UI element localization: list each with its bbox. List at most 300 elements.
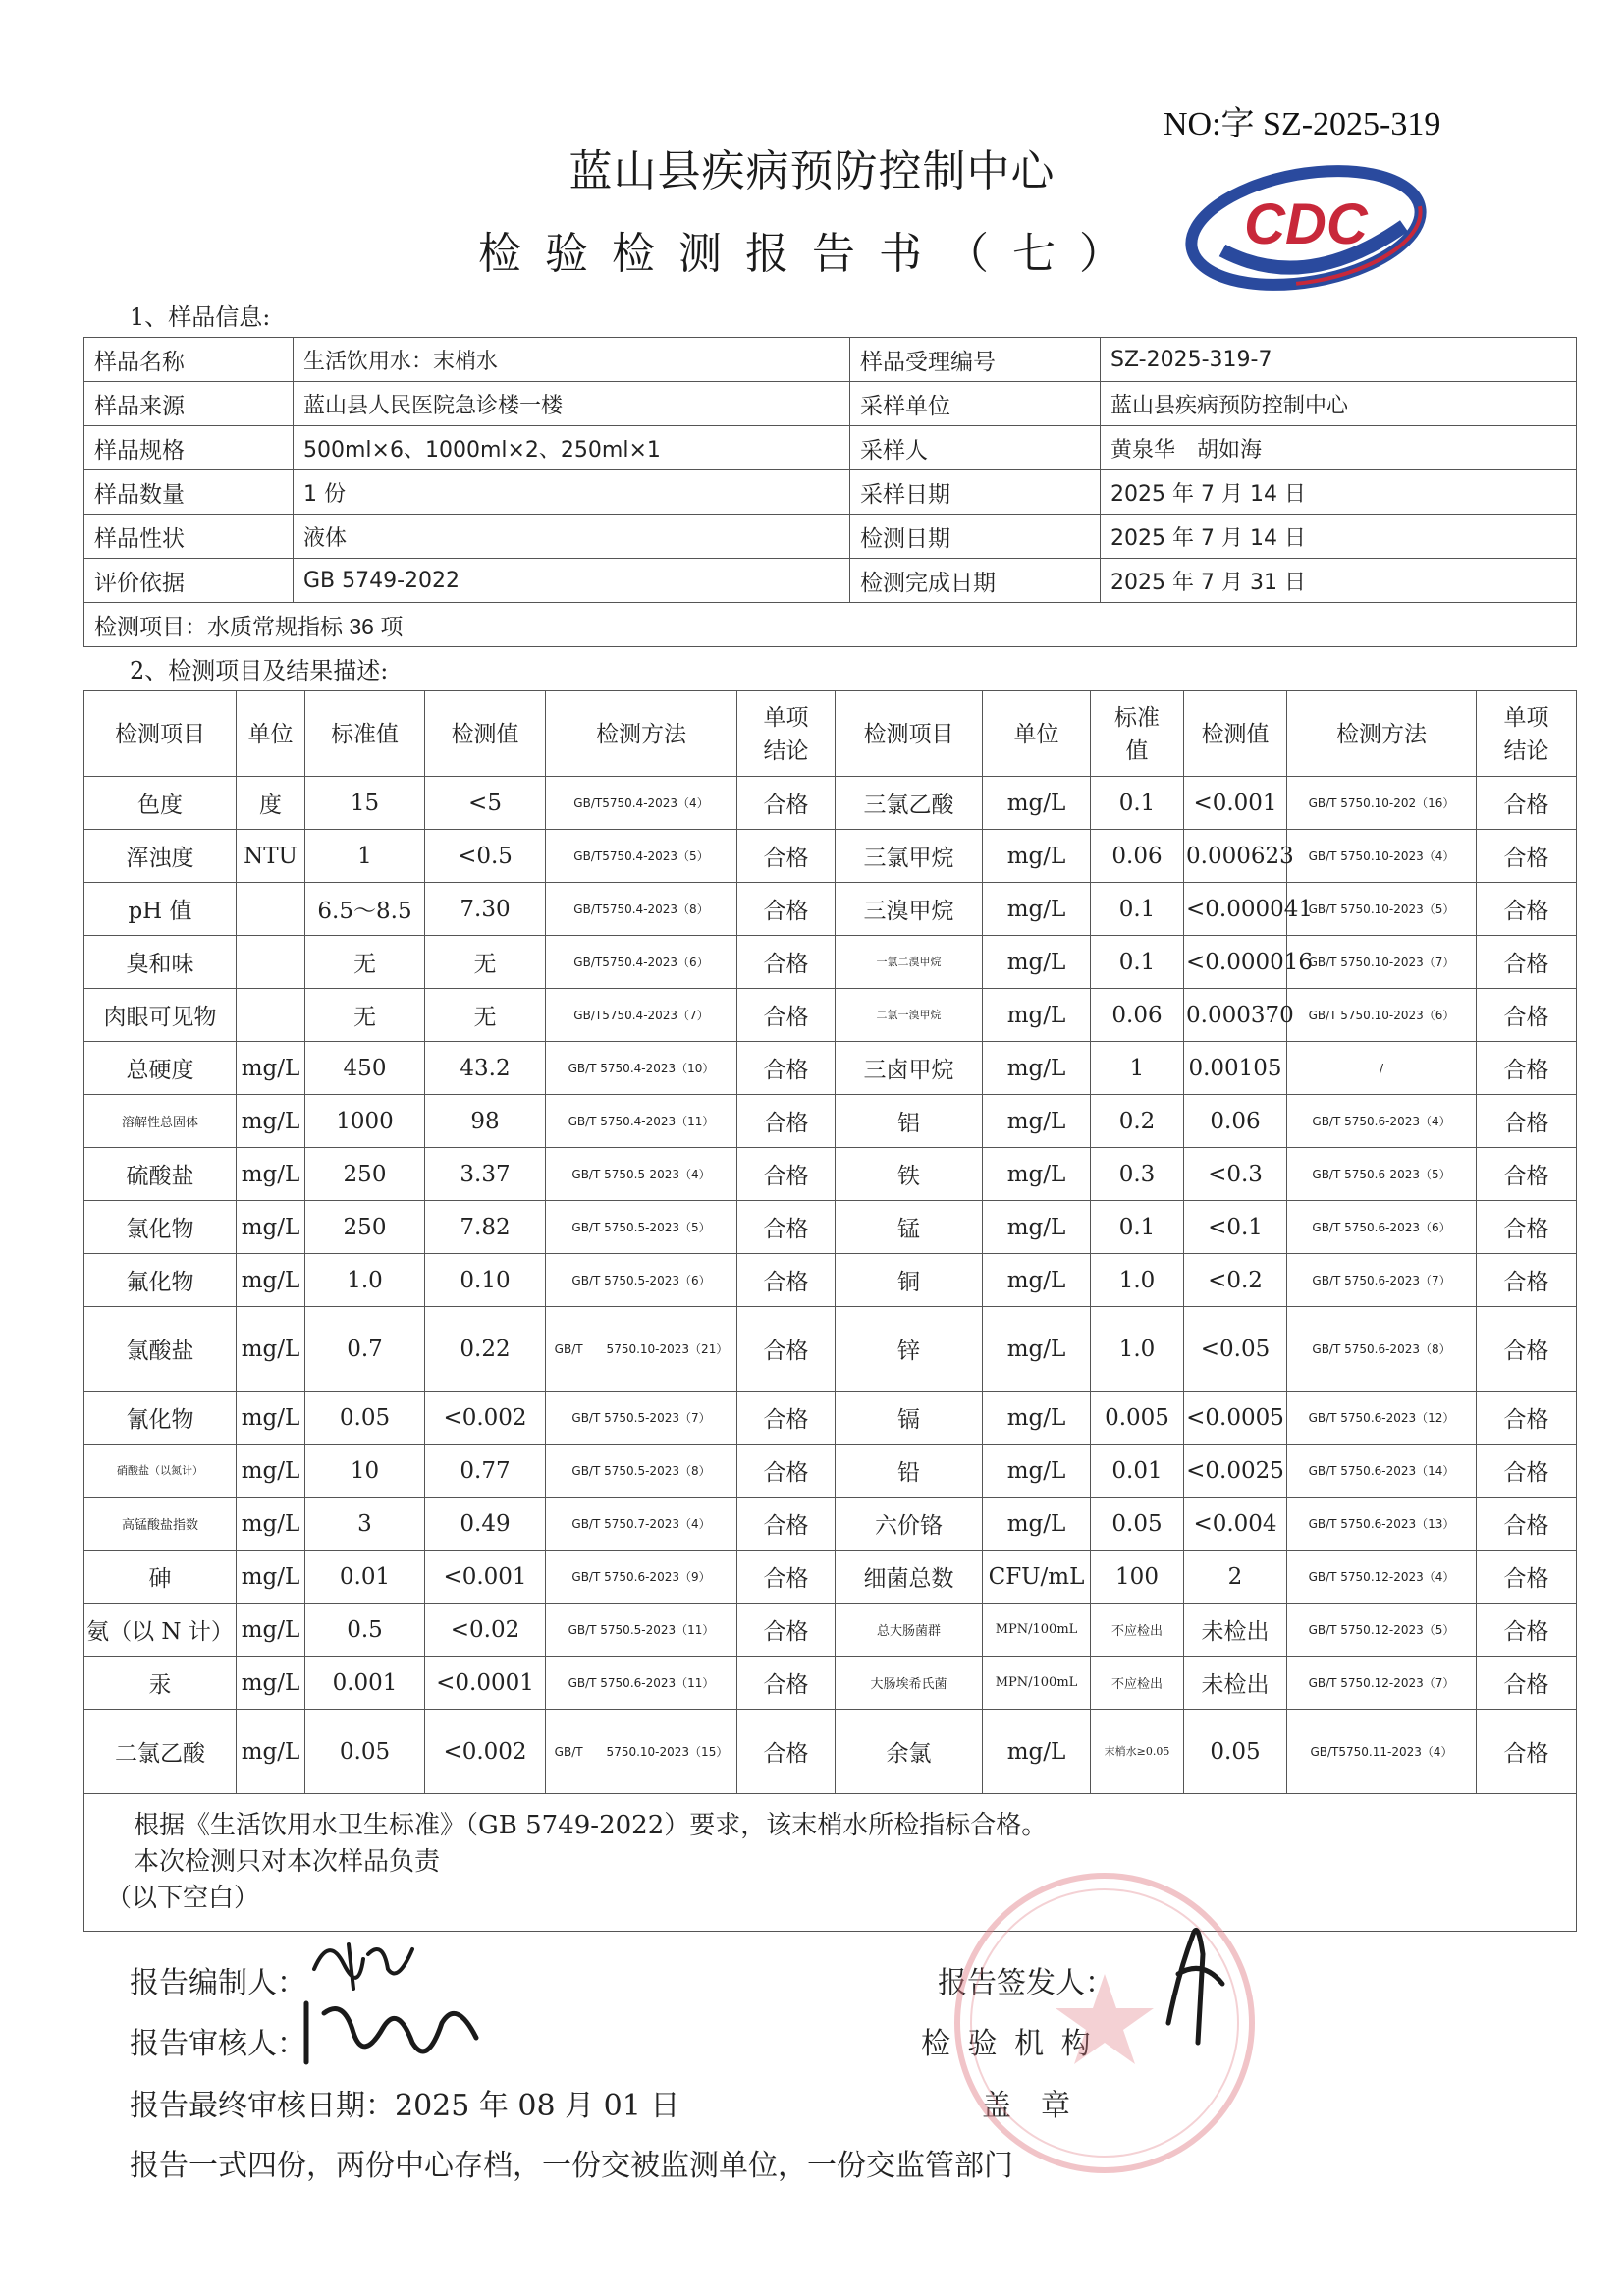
cell-res2: 合格 [1477, 1604, 1577, 1657]
cell-item2: 锌 [836, 1307, 983, 1392]
cell-val1: <0.002 [425, 1710, 546, 1794]
header-value: 检测值 [425, 691, 546, 777]
cell-method2: GB/T 5750.10-2023（7） [1287, 936, 1477, 989]
info-value2: 蓝山县疾病预防控制中心 [1101, 382, 1577, 426]
cell-val1: 3.37 [425, 1148, 546, 1201]
info-value2: 黄泉华 胡如海 [1101, 426, 1577, 470]
cell-std1: 0.01 [305, 1551, 425, 1604]
header-value-2: 检测值 [1184, 691, 1287, 777]
cell-unit1: mg/L [237, 1710, 305, 1794]
cell-method2: GB/T 5750.6-2023（13） [1287, 1498, 1477, 1551]
cell-unit2: mg/L [983, 1710, 1091, 1794]
cell-method2: GB/T 5750.12-2023（7） [1287, 1657, 1477, 1710]
results-row [84, 1445, 1577, 1498]
results-row [84, 830, 1577, 883]
cell-std2: 0.06 [1091, 830, 1184, 883]
cell-val2: <0.2 [1184, 1254, 1287, 1307]
cell-std1: 3 [305, 1498, 425, 1551]
header-standard: 标准值 [305, 691, 425, 777]
cell-item1: 溶解性总固体 [84, 1095, 237, 1148]
info-label2: 采样日期 [850, 470, 1101, 515]
info-items-row [84, 603, 1577, 647]
cell-item2: 细菌总数 [836, 1551, 983, 1604]
header-item: 检测项目 [84, 691, 237, 777]
cell-res1: 合格 [737, 883, 836, 936]
cell-unit1: mg/L [237, 1201, 305, 1254]
conclusion-row [84, 1794, 1577, 1932]
cell-method2: GB/T 5750.6-2023（5） [1287, 1148, 1477, 1201]
cell-res2: 合格 [1477, 1498, 1577, 1551]
cell-res2: 合格 [1477, 1657, 1577, 1710]
cell-item1: 氰化物 [84, 1392, 237, 1445]
info-label2: 检测日期 [850, 515, 1101, 559]
cell-method2: GB/T 5750.6-2023（12） [1287, 1392, 1477, 1445]
cell-method2: GB/T 5750.6-2023（8） [1287, 1307, 1477, 1392]
reviewer-signature [295, 1994, 491, 2072]
cell-method1: GB/T 5750.5-2023（6） [546, 1254, 737, 1307]
cell-unit2: mg/L [983, 1392, 1091, 1445]
cell-val1: 0.77 [425, 1445, 546, 1498]
results-row [84, 1657, 1577, 1710]
cell-res2: 合格 [1477, 1392, 1577, 1445]
cell-item1: 肉眼可见物 [84, 989, 237, 1042]
cell-std2: 0.3 [1091, 1148, 1184, 1201]
info-label1: 评价依据 [84, 559, 294, 603]
cell-val2: <0.3 [1184, 1148, 1287, 1201]
compiler-label: 报告编制人： [130, 1966, 306, 2000]
inspection-institution: 检 验 机 构 [921, 2027, 1095, 2061]
cell-std2: 1.0 [1091, 1254, 1184, 1307]
info-row [84, 426, 1577, 470]
cell-val1: <0.0001 [425, 1657, 546, 1710]
cell-method2: / [1287, 1042, 1477, 1095]
results-header-row [84, 691, 1577, 777]
cell-method1: GB/T 5750.5-2023（7） [546, 1392, 737, 1445]
cell-unit1: mg/L [237, 1551, 305, 1604]
results-row [84, 1148, 1577, 1201]
cell-res1: 合格 [737, 1657, 836, 1710]
info-label1: 样品数量 [84, 470, 294, 515]
cell-std2: 0.2 [1091, 1095, 1184, 1148]
results-row [84, 1201, 1577, 1254]
cell-std2: 1.0 [1091, 1307, 1184, 1392]
results-row [84, 989, 1577, 1042]
cell-val1: 43.2 [425, 1042, 546, 1095]
cell-item2: 大肠埃希氏菌 [836, 1657, 983, 1710]
info-label1: 样品来源 [84, 382, 294, 426]
cell-std2: 末梢水≥0.05 [1091, 1710, 1184, 1794]
header-method: 检测方法 [546, 691, 737, 777]
cell-unit2: mg/L [983, 989, 1091, 1042]
results-row [84, 1710, 1577, 1794]
cell-unit1: mg/L [237, 1445, 305, 1498]
cell-method1: GB/T5750.4-2023（5） [546, 830, 737, 883]
cell-val1: <0.02 [425, 1604, 546, 1657]
cell-std1: 10 [305, 1445, 425, 1498]
cell-res1: 合格 [737, 1604, 836, 1657]
cell-method1: GB/T5750.4-2023（4） [546, 777, 737, 830]
cell-method1: GB/T 5750.6-2023（11） [546, 1657, 737, 1710]
results-row [84, 1307, 1577, 1392]
header-standard-2: 标准 值 [1091, 691, 1184, 777]
cell-res1: 合格 [737, 1201, 836, 1254]
cell-item2: 三氯乙酸 [836, 777, 983, 830]
cell-unit2: mg/L [983, 1095, 1091, 1148]
cell-val2: 0.00105 [1184, 1042, 1287, 1095]
cell-method2: GB/T 5750.12-2023（4） [1287, 1551, 1477, 1604]
cell-val1: 无 [425, 989, 546, 1042]
cell-method1: GB/T5750.4-2023（7） [546, 989, 737, 1042]
cell-item2: 三氯甲烷 [836, 830, 983, 883]
cell-res2: 合格 [1477, 1710, 1577, 1794]
cell-res1: 合格 [737, 1307, 836, 1392]
cell-item1: 臭和味 [84, 936, 237, 989]
cell-std1: 250 [305, 1148, 425, 1201]
results-row [84, 777, 1577, 830]
cell-val2: 0.000370 [1184, 989, 1287, 1042]
cell-item1: 汞 [84, 1657, 237, 1710]
cell-res1: 合格 [737, 1392, 836, 1445]
results-row [84, 1254, 1577, 1307]
final-review-date: 报告最终审核日期：2025 年 08 月 01 日 [130, 2089, 680, 2123]
results-row [84, 1604, 1577, 1657]
cell-item2: 铜 [836, 1254, 983, 1307]
results-row [84, 936, 1577, 989]
cell-unit1 [237, 936, 305, 989]
cell-method1: GB/T 5750.10-2023（21） [546, 1307, 737, 1392]
cell-std2: 1 [1091, 1042, 1184, 1095]
info-label2: 样品受理编号 [850, 338, 1101, 382]
cell-std2: 0.1 [1091, 1201, 1184, 1254]
cell-unit2: mg/L [983, 883, 1091, 936]
cell-unit2: mg/L [983, 936, 1091, 989]
cell-item1: 总硬度 [84, 1042, 237, 1095]
cell-item2: 铝 [836, 1095, 983, 1148]
cell-item2: 六价铬 [836, 1498, 983, 1551]
cell-res1: 合格 [737, 777, 836, 830]
results-row [84, 1042, 1577, 1095]
cell-std2: 不应检出 [1091, 1657, 1184, 1710]
info-row [84, 382, 1577, 426]
cell-val2: 0.06 [1184, 1095, 1287, 1148]
cell-method2: GB/T5750.11-2023（4） [1287, 1710, 1477, 1794]
cell-std1: 1 [305, 830, 425, 883]
cell-unit2: mg/L [983, 1445, 1091, 1498]
cell-res1: 合格 [737, 936, 836, 989]
cell-std1: 450 [305, 1042, 425, 1095]
cell-method1: GB/T 5750.4-2023（11） [546, 1095, 737, 1148]
cell-unit1: mg/L [237, 1604, 305, 1657]
cell-std1: 0.7 [305, 1307, 425, 1392]
conclusion-line3: （以下空白） [106, 1884, 260, 1913]
cell-unit1: mg/L [237, 1657, 305, 1710]
cell-res2: 合格 [1477, 1042, 1577, 1095]
issuer-label: 报告签发人： [938, 1966, 1114, 2000]
cell-method2: GB/T 5750.10-2023（6） [1287, 989, 1477, 1042]
cell-res2: 合格 [1477, 989, 1577, 1042]
cell-res2: 合格 [1477, 1148, 1577, 1201]
cell-val2: <0.0005 [1184, 1392, 1287, 1445]
cell-res2: 合格 [1477, 1201, 1577, 1254]
info-value1: GB 5749-2022 [294, 559, 850, 603]
info-value1: 蓝山县人民医院急诊楼一楼 [294, 382, 850, 426]
cell-unit1: mg/L [237, 1254, 305, 1307]
cell-val2: 0.05 [1184, 1710, 1287, 1794]
cell-method2: GB/T 5750.6-2023（14） [1287, 1445, 1477, 1498]
cell-method1: GB/T 5750.5-2023（5） [546, 1201, 737, 1254]
cell-res2: 合格 [1477, 1445, 1577, 1498]
section1-title: 1、样品信息: [130, 303, 271, 331]
info-row [84, 559, 1577, 603]
cell-res1: 合格 [737, 1710, 836, 1794]
cell-res2: 合格 [1477, 1551, 1577, 1604]
compiler-signature [304, 1930, 422, 1998]
cell-std2: 0.06 [1091, 989, 1184, 1042]
cell-item2: 总大肠菌群 [836, 1604, 983, 1657]
cell-method1: GB/T 5750.10-2023（15） [546, 1710, 737, 1794]
cell-item1: 高锰酸盐指数 [84, 1498, 237, 1551]
test-items-line: 检测项目：水质常规指标 36 项 [84, 603, 1577, 647]
cell-item2: 铅 [836, 1445, 983, 1498]
info-label1: 样品名称 [84, 338, 294, 382]
cell-unit1: mg/L [237, 1148, 305, 1201]
cell-val1: 98 [425, 1095, 546, 1148]
cell-item1: 二氯乙酸 [84, 1710, 237, 1794]
cell-res2: 合格 [1477, 936, 1577, 989]
header-unit: 单位 [237, 691, 305, 777]
cell-res2: 合格 [1477, 777, 1577, 830]
cell-item2: 二氯一溴甲烷 [836, 989, 983, 1042]
cell-res1: 合格 [737, 1445, 836, 1498]
cell-method2: GB/T 5750.6-2023（6） [1287, 1201, 1477, 1254]
info-value2: 2025 年 7 月 31 日 [1101, 559, 1577, 603]
info-label2: 检测完成日期 [850, 559, 1101, 603]
cell-std1: 0.05 [305, 1710, 425, 1794]
cell-val1: <0.001 [425, 1551, 546, 1604]
official-stamp-label: 盖 章 [982, 2089, 1070, 2123]
cell-item2: 三溴甲烷 [836, 883, 983, 936]
cell-std2: 0.05 [1091, 1498, 1184, 1551]
cell-method1: GB/T 5750.5-2023（8） [546, 1445, 737, 1498]
cell-val1: <0.002 [425, 1392, 546, 1445]
cell-item1: pH 值 [84, 883, 237, 936]
info-value1: 500ml×6、1000ml×2、250ml×1 [294, 426, 850, 470]
cell-res1: 合格 [737, 1095, 836, 1148]
cell-val2: 未检出 [1184, 1657, 1287, 1710]
cell-std1: 15 [305, 777, 425, 830]
cell-val2: <0.0025 [1184, 1445, 1287, 1498]
cell-val1: 0.10 [425, 1254, 546, 1307]
cell-item2: 一氯二溴甲烷 [836, 936, 983, 989]
header-item-2: 检测项目 [836, 691, 983, 777]
cell-val1: 7.30 [425, 883, 546, 936]
cell-item1: 氯化物 [84, 1201, 237, 1254]
cell-unit2: CFU/mL [983, 1551, 1091, 1604]
cell-item2: 三卤甲烷 [836, 1042, 983, 1095]
conclusion-line2: 本次检测只对本次样品负责 [134, 1847, 441, 1877]
cell-unit1: NTU [237, 830, 305, 883]
cell-method1: GB/T5750.4-2023（6） [546, 936, 737, 989]
results-row [84, 1498, 1577, 1551]
cell-unit2: mg/L [983, 1307, 1091, 1392]
cell-std1: 0.001 [305, 1657, 425, 1710]
cell-unit1 [237, 989, 305, 1042]
cell-method2: GB/T 5750.10-2023（4） [1287, 830, 1477, 883]
conclusion-cell [84, 1794, 1577, 1932]
distribution-note: 报告一式四份，两份中心存档，一份交被监测单位，一份交监管部门 [130, 2149, 1013, 2183]
cell-method2: GB/T 5750.6-2023（4） [1287, 1095, 1477, 1148]
cell-method2: GB/T 5750.12-2023（5） [1287, 1604, 1477, 1657]
cell-val2: 2 [1184, 1551, 1287, 1604]
cell-unit2: MPN/100mL [983, 1657, 1091, 1710]
cell-val2: <0.05 [1184, 1307, 1287, 1392]
cell-unit2: mg/L [983, 777, 1091, 830]
results-row [84, 1095, 1577, 1148]
cell-std2: 0.1 [1091, 777, 1184, 830]
cell-val2: <0.000016 [1184, 936, 1287, 989]
header-conclusion: 单项 结论 [737, 691, 836, 777]
cell-std1: 1.0 [305, 1254, 425, 1307]
info-label1: 样品性状 [84, 515, 294, 559]
issuer-signature [1149, 1915, 1237, 2052]
cell-item2: 锰 [836, 1201, 983, 1254]
cell-unit1: mg/L [237, 1095, 305, 1148]
cell-std2: 0.1 [1091, 883, 1184, 936]
info-label2: 采样单位 [850, 382, 1101, 426]
cell-val1: 无 [425, 936, 546, 989]
cell-method1: GB/T 5750.5-2023（11） [546, 1604, 737, 1657]
cell-method1: GB/T 5750.7-2023（4） [546, 1498, 737, 1551]
cell-res1: 合格 [737, 1551, 836, 1604]
document-number: NO:字 SZ-2025-319 [1164, 106, 1441, 142]
cell-val1: 7.82 [425, 1201, 546, 1254]
results-row [84, 1392, 1577, 1445]
cell-res2: 合格 [1477, 1095, 1577, 1148]
cell-unit2: mg/L [983, 1498, 1091, 1551]
cell-val2: 0.000623 [1184, 830, 1287, 883]
logo-text: CDC [1244, 192, 1368, 256]
cell-res2: 合格 [1477, 1307, 1577, 1392]
header-conclusion-2: 单项 结论 [1477, 691, 1577, 777]
cell-unit1: 度 [237, 777, 305, 830]
cell-val1: 0.49 [425, 1498, 546, 1551]
cell-res1: 合格 [737, 1042, 836, 1095]
cell-std1: 6.5～8.5 [305, 883, 425, 936]
header-unit-2: 单位 [983, 691, 1091, 777]
cell-method1: GB/T 5750.5-2023（4） [546, 1148, 737, 1201]
cell-val2: <0.004 [1184, 1498, 1287, 1551]
cell-unit2: mg/L [983, 1148, 1091, 1201]
cell-unit1 [237, 883, 305, 936]
info-row [84, 470, 1577, 515]
conclusion-line1: 根据《生活饮用水卫生标准》（GB 5749-2022）要求，该末梢水所检指标合格。 [134, 1811, 1048, 1840]
cell-val1: <5 [425, 777, 546, 830]
cell-method2: GB/T 5750.10-2023（5） [1287, 883, 1477, 936]
cell-res1: 合格 [737, 1254, 836, 1307]
cell-item1: 氯酸盐 [84, 1307, 237, 1392]
cell-res2: 合格 [1477, 883, 1577, 936]
section2-title: 2、检测项目及结果描述: [130, 657, 389, 684]
cell-std1: 0.05 [305, 1392, 425, 1445]
cell-val2: <0.000041 [1184, 883, 1287, 936]
cell-std2: 0.1 [1091, 936, 1184, 989]
cell-unit2: mg/L [983, 1042, 1091, 1095]
results-table [83, 690, 1577, 1932]
organization-name: 蓝山县疾病预防控制中心 [568, 146, 1056, 196]
info-row [84, 515, 1577, 559]
cell-unit1: mg/L [237, 1042, 305, 1095]
cell-unit2: mg/L [983, 1254, 1091, 1307]
cell-res1: 合格 [737, 1148, 836, 1201]
cell-std2: 不应检出 [1091, 1604, 1184, 1657]
cell-method1: GB/T 5750.4-2023（10） [546, 1042, 737, 1095]
cell-val1: <0.5 [425, 830, 546, 883]
cell-item2: 铁 [836, 1148, 983, 1201]
cell-unit1: mg/L [237, 1307, 305, 1392]
cell-item2: 镉 [836, 1392, 983, 1445]
cell-item1: 硝酸盐（以氮计） [84, 1445, 237, 1498]
report-title: 检验检测报告书（七） [478, 229, 1146, 279]
cell-std1: 无 [305, 936, 425, 989]
cell-std1: 无 [305, 989, 425, 1042]
cell-item1: 氨（以 N 计） [84, 1604, 237, 1657]
cell-unit1: mg/L [237, 1392, 305, 1445]
cell-res2: 合格 [1477, 830, 1577, 883]
results-row [84, 883, 1577, 936]
cell-std1: 0.5 [305, 1604, 425, 1657]
cell-item2: 余氯 [836, 1710, 983, 1794]
sample-info-table [83, 337, 1577, 647]
cell-method2: GB/T 5750.10-202（16） [1287, 777, 1477, 830]
header-method-2: 检测方法 [1287, 691, 1477, 777]
cell-std2: 100 [1091, 1551, 1184, 1604]
cell-std1: 250 [305, 1201, 425, 1254]
cell-val1: 0.22 [425, 1307, 546, 1392]
cell-val2: <0.1 [1184, 1201, 1287, 1254]
info-value2: 2025 年 7 月 14 日 [1101, 470, 1577, 515]
cell-item1: 硫酸盐 [84, 1148, 237, 1201]
cell-res2: 合格 [1477, 1254, 1577, 1307]
cell-res1: 合格 [737, 989, 836, 1042]
info-row [84, 338, 1577, 382]
cell-item1: 色度 [84, 777, 237, 830]
cell-val2: <0.001 [1184, 777, 1287, 830]
cell-method2: GB/T 5750.6-2023（7） [1287, 1254, 1477, 1307]
info-value1: 液体 [294, 515, 850, 559]
info-value1: 生活饮用水：末梢水 [294, 338, 850, 382]
cell-res1: 合格 [737, 830, 836, 883]
cell-item1: 砷 [84, 1551, 237, 1604]
cell-unit1: mg/L [237, 1498, 305, 1551]
cell-method1: GB/T 5750.6-2023（9） [546, 1551, 737, 1604]
cell-val2: 未检出 [1184, 1604, 1287, 1657]
cell-method1: GB/T5750.4-2023（8） [546, 883, 737, 936]
info-label1: 样品规格 [84, 426, 294, 470]
cell-res1: 合格 [737, 1498, 836, 1551]
info-label2: 采样人 [850, 426, 1101, 470]
info-value2: 2025 年 7 月 14 日 [1101, 515, 1577, 559]
info-value1: 1 份 [294, 470, 850, 515]
cell-item1: 氟化物 [84, 1254, 237, 1307]
cdc-logo [1183, 157, 1429, 295]
cell-std2: 0.01 [1091, 1445, 1184, 1498]
results-row [84, 1551, 1577, 1604]
cell-std1: 1000 [305, 1095, 425, 1148]
cell-unit2: MPN/100mL [983, 1604, 1091, 1657]
reviewer-label: 报告审核人： [130, 2027, 306, 2061]
cell-unit2: mg/L [983, 830, 1091, 883]
cell-unit2: mg/L [983, 1201, 1091, 1254]
